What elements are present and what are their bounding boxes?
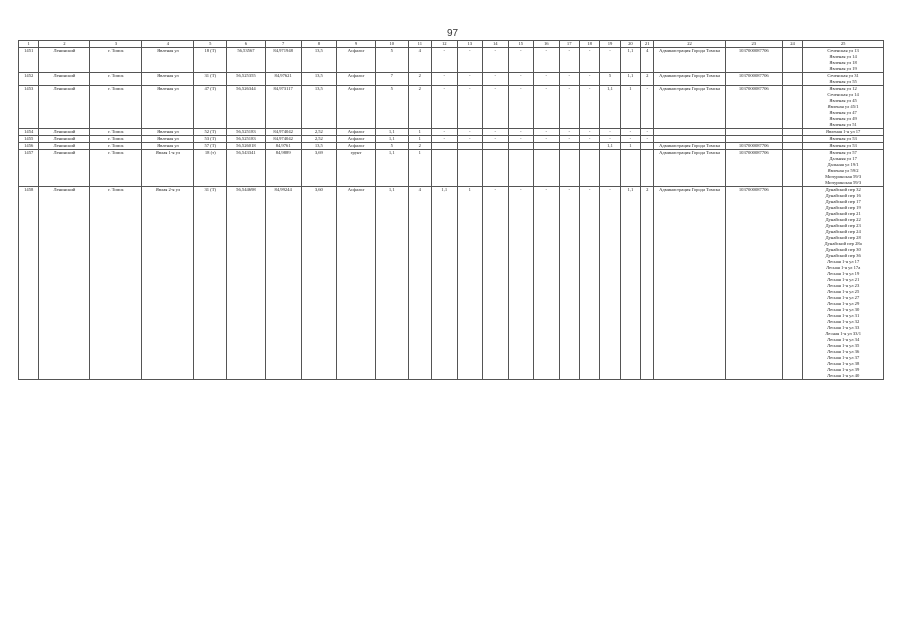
table-row xyxy=(19,73,884,86)
address-line: Явленая ул 53 xyxy=(829,143,857,148)
address-line: Дунайский пер 22 xyxy=(825,217,861,222)
table-cell: - xyxy=(579,129,599,136)
column-header: 20 xyxy=(620,41,640,48)
table-cell: Асфальт xyxy=(337,136,376,143)
address-list-cell xyxy=(803,129,884,136)
table-cell xyxy=(579,143,599,150)
table-cell: г. Томск xyxy=(90,150,142,187)
table-cell: Администрация Города Томска xyxy=(654,143,725,150)
address-line: Дунайский пер 17 xyxy=(825,199,861,204)
table-cell: 1037000087706 xyxy=(725,143,782,150)
table-cell: 1,1 xyxy=(375,187,408,380)
table-cell: 1452 xyxy=(19,73,39,86)
table-cell: 1037000087706 xyxy=(725,150,782,187)
table-cell: - xyxy=(600,136,620,143)
table-cell: 1 xyxy=(457,187,483,380)
table-cell: 56,53567 xyxy=(227,48,266,73)
table-cell: - xyxy=(600,129,620,136)
address-line: Лесная 1-я ул 29 xyxy=(826,301,860,306)
address-line: Лесная 1-я ул 34 xyxy=(826,337,860,342)
address-line: Лесная 1-я ул 30 xyxy=(826,307,860,312)
table-cell: 2 xyxy=(408,73,431,86)
table-cell: 2,52 xyxy=(301,129,337,136)
table-cell: - xyxy=(432,129,458,136)
table-cell xyxy=(432,143,458,150)
address-line: Явленая ул 14 xyxy=(829,54,857,59)
table-cell: - xyxy=(432,136,458,143)
table-cell: 2 xyxy=(641,73,654,86)
column-header: 18 xyxy=(579,41,599,48)
table-cell: 4 xyxy=(408,48,431,73)
table-cell: - xyxy=(579,187,599,380)
table-cell: - xyxy=(600,48,620,73)
table-cell: Ленинский xyxy=(39,86,90,129)
table-cell: 1,1 xyxy=(375,150,408,187)
column-header: 4 xyxy=(142,41,194,48)
address-line: Явленая 1-я ул 17 xyxy=(825,129,861,134)
table-cell: - xyxy=(559,136,579,143)
table-cell: 1457 xyxy=(19,150,39,187)
column-header: 17 xyxy=(559,41,579,48)
address-line: Лесная 1-я ул 21 xyxy=(826,277,860,282)
column-header: 1 xyxy=(19,41,39,48)
table-cell: 1 xyxy=(408,136,431,143)
table-cell: - xyxy=(483,136,509,143)
address-line: Лесная 1-я ул 25 xyxy=(826,289,860,294)
address-line: Лесная 1-я ул 31 xyxy=(826,313,860,318)
address-line: Дунайский пер 24 xyxy=(825,229,861,234)
table-cell xyxy=(579,150,599,187)
address-line: Дунайский пер 28 xyxy=(825,235,861,240)
table-cell xyxy=(508,143,534,150)
table-cell: Ленинский xyxy=(39,136,90,143)
table-cell: 1037000087706 xyxy=(725,187,782,380)
table-cell: Ленинский xyxy=(39,150,90,187)
table-cell xyxy=(782,73,802,86)
address-line: Лесная 1-я ул 33 xyxy=(826,325,860,330)
table-cell: 2 xyxy=(641,187,654,380)
address-list-cell xyxy=(803,143,884,150)
table-cell: 4 xyxy=(641,48,654,73)
table-cell: 1,1 xyxy=(600,86,620,129)
table-cell: 1037000087706 xyxy=(725,73,782,86)
address-line: Явленая ул 45 xyxy=(829,98,857,103)
table-cell: Явленая ул xyxy=(142,73,194,86)
table-cell: Ленинский xyxy=(39,129,90,136)
address-line: Дунайский пер 32 xyxy=(825,187,861,192)
table-cell: 5 xyxy=(375,143,408,150)
table-cell: 56,525355 xyxy=(227,73,266,86)
address-line: Лесная 1-я ул 17 xyxy=(826,259,860,264)
table-cell: 1,1 xyxy=(432,187,458,380)
table-cell xyxy=(725,129,782,136)
table-cell xyxy=(782,48,802,73)
address-line: Явленая ул 19 xyxy=(829,66,857,71)
table-cell: 2 xyxy=(408,143,431,150)
table-body xyxy=(19,48,884,380)
address-line: Явленая ул 51 xyxy=(829,122,857,127)
table-cell: - xyxy=(508,187,534,380)
table-cell: 18 (Т) xyxy=(194,48,227,73)
table-row xyxy=(19,150,884,187)
table-cell: Явленая ул xyxy=(142,86,194,129)
table-cell: - xyxy=(579,86,599,129)
table-cell: 5 xyxy=(375,86,408,129)
address-line: Сеченская ул 31 xyxy=(827,73,859,78)
table-cell: 84,973117 xyxy=(265,86,301,129)
address-line: Лесная 1-я ул 17а xyxy=(825,265,861,270)
table-cell: 57 (Т) xyxy=(194,143,227,150)
table-cell: 31 (Т) xyxy=(194,187,227,380)
table-row xyxy=(19,48,884,73)
column-header: 22 xyxy=(654,41,725,48)
register-table xyxy=(18,40,884,380)
table-cell: Асфальт xyxy=(337,86,376,129)
table-row xyxy=(19,187,884,380)
table-cell: - xyxy=(483,129,509,136)
address-line: Явленая ул 12 xyxy=(829,86,857,91)
address-list-cell xyxy=(803,48,884,73)
table-cell: - xyxy=(534,48,560,73)
table-cell: 13,5 xyxy=(301,143,337,150)
column-header: 10 xyxy=(375,41,408,48)
table-cell: - xyxy=(559,187,579,380)
address-line: Дунайский пер 30 xyxy=(825,247,861,252)
table-cell: Ленинский xyxy=(39,143,90,150)
table-cell: Асфальт xyxy=(337,129,376,136)
table-cell: 56,526344 xyxy=(227,86,266,129)
table-cell: 1,1 xyxy=(375,136,408,143)
table-cell: г. Томск xyxy=(90,136,142,143)
table-cell: - xyxy=(620,129,640,136)
address-line: Лесная 1-я ул 23 xyxy=(826,283,860,288)
address-list-cell xyxy=(803,187,884,380)
table-cell: Администрация Города Томска xyxy=(654,48,725,73)
table-cell xyxy=(782,150,802,187)
table-cell xyxy=(508,150,534,187)
table-cell: Ленинский xyxy=(39,73,90,86)
table-cell: 13,5 xyxy=(301,86,337,129)
table-cell xyxy=(654,129,725,136)
table-cell: 47 (Т) xyxy=(194,86,227,129)
table-cell xyxy=(600,150,620,187)
table-cell: 56,525183 xyxy=(227,136,266,143)
column-header: 8 xyxy=(301,41,337,48)
address-line: Лесная 1-я ул 37 xyxy=(826,355,860,360)
table-cell: - xyxy=(457,73,483,86)
table-cell: 3,60 xyxy=(301,187,337,380)
column-header: 14 xyxy=(483,41,509,48)
table-cell: 31 (Т) xyxy=(194,73,227,86)
table-cell: 13,5 xyxy=(301,73,337,86)
address-line: Дунайский пер 28а xyxy=(824,241,862,246)
table-cell xyxy=(782,86,802,129)
address-line: Лесная 1-я ул 32 xyxy=(826,319,860,324)
table-cell: 2 xyxy=(408,86,431,129)
table-cell: 1,1 xyxy=(600,143,620,150)
table-cell xyxy=(725,136,782,143)
table-cell: 13,5 xyxy=(301,48,337,73)
address-line: Лесная 1-я ул 35 xyxy=(826,343,860,348)
table-cell: 5 xyxy=(600,73,620,86)
table-cell: - xyxy=(508,136,534,143)
column-header-row xyxy=(19,41,884,48)
table-cell: - xyxy=(432,86,458,129)
address-line: Явленая ул 59/2 xyxy=(827,168,859,173)
table-cell: 4 xyxy=(408,187,431,380)
table-cell: - xyxy=(432,48,458,73)
table-cell: - xyxy=(483,48,509,73)
table-cell: 56,544698 xyxy=(227,187,266,380)
table-cell: 2,52 xyxy=(301,136,337,143)
table-cell: - xyxy=(457,136,483,143)
table-cell: г. Томск xyxy=(90,73,142,86)
column-header: 6 xyxy=(227,41,266,48)
table-cell: - xyxy=(508,129,534,136)
table-cell xyxy=(641,150,654,187)
table-cell: Явленая ул xyxy=(142,48,194,73)
column-header: 13 xyxy=(457,41,483,48)
table-cell: г. Томск xyxy=(90,187,142,380)
table-cell: г. Томск xyxy=(90,86,142,129)
table-cell xyxy=(782,143,802,150)
column-header: 2 xyxy=(39,41,90,48)
table-cell: - xyxy=(534,86,560,129)
table-cell: 52 (Т) xyxy=(194,129,227,136)
table-cell: 53 (Т) xyxy=(194,136,227,143)
table-cell: 1456 xyxy=(19,143,39,150)
column-header: 23 xyxy=(725,41,782,48)
table-cell xyxy=(782,187,802,380)
address-line: Явленая ул 57 xyxy=(829,150,857,155)
table-cell: 1,1 xyxy=(620,187,640,380)
table-cell: 1,1 xyxy=(620,73,640,86)
table-cell: - xyxy=(457,129,483,136)
table-cell: г. Томск xyxy=(90,48,142,73)
table-cell: Явленая ул xyxy=(142,143,194,150)
table-cell: - xyxy=(508,73,534,86)
table-cell: - xyxy=(559,86,579,129)
address-line: Явленая ул 47 xyxy=(829,110,857,115)
table-cell: грунт xyxy=(337,150,376,187)
table-cell: 56,543341 xyxy=(227,150,266,187)
table-cell xyxy=(483,150,509,187)
address-line: Мичуринская 59/3 xyxy=(825,174,862,179)
table-cell: - xyxy=(620,136,640,143)
table-cell: Администрация Города Томска xyxy=(654,150,725,187)
table-cell: 1458 xyxy=(19,187,39,380)
table-row xyxy=(19,136,884,143)
table-cell xyxy=(782,136,802,143)
table-cell: - xyxy=(641,136,654,143)
table-cell: - xyxy=(534,136,560,143)
table-row xyxy=(19,86,884,129)
table-cell: 84,974042 xyxy=(265,129,301,136)
table-cell: 7 xyxy=(375,73,408,86)
table-cell xyxy=(534,143,560,150)
table-cell xyxy=(620,150,640,187)
table-cell xyxy=(654,136,725,143)
table-cell: Ленинский xyxy=(39,187,90,380)
table-cell xyxy=(559,143,579,150)
table-cell: 1037000087706 xyxy=(725,86,782,129)
table-cell: Ленинский xyxy=(39,48,90,73)
table-cell: 3,69 xyxy=(301,150,337,187)
table-cell: 84,99244 xyxy=(265,187,301,380)
address-line: Лесная 1-я ул 40 xyxy=(826,373,860,378)
column-header: 9 xyxy=(337,41,376,48)
address-line: Явленая ул 53 xyxy=(829,136,857,141)
table-cell: Асфальт xyxy=(337,187,376,380)
table-cell: - xyxy=(579,73,599,86)
table-cell: 84,9889 xyxy=(265,150,301,187)
address-line: Явленая ул 49 xyxy=(829,116,857,121)
address-line: Мичуринская 59/3 xyxy=(825,180,862,185)
column-header: 16 xyxy=(534,41,560,48)
table-cell: 1 xyxy=(620,143,640,150)
table-cell: - xyxy=(559,73,579,86)
column-header: 5 xyxy=(194,41,227,48)
table-cell: - xyxy=(534,73,560,86)
table-cell: 56,525183 xyxy=(227,129,266,136)
table-cell: 5 xyxy=(375,48,408,73)
table-cell xyxy=(457,150,483,187)
table-cell: 1 xyxy=(620,86,640,129)
column-header: 7 xyxy=(265,41,301,48)
table-cell xyxy=(534,150,560,187)
address-list-cell xyxy=(803,86,884,129)
table-cell: 1037000087706 xyxy=(725,48,782,73)
address-line: Дальняя ул 19/1 xyxy=(827,162,859,167)
table-cell: - xyxy=(534,187,560,380)
address-line: Сеченская ул 13 xyxy=(827,48,859,53)
table-cell xyxy=(559,150,579,187)
table-cell: Асфальт xyxy=(337,143,376,150)
table-cell: 84,9761 xyxy=(265,143,301,150)
table-cell xyxy=(432,150,458,187)
column-header: 15 xyxy=(508,41,534,48)
table-cell: 84,97621 xyxy=(265,73,301,86)
table-cell: 84,971948 xyxy=(265,48,301,73)
address-line: Явленая ул 45/1 xyxy=(827,104,859,109)
table-cell: - xyxy=(579,48,599,73)
page-number: 97 xyxy=(446,28,459,39)
table-cell: - xyxy=(559,129,579,136)
table-cell: г. Томск xyxy=(90,129,142,136)
address-line: Явленая ул 55 xyxy=(829,79,857,84)
table-cell xyxy=(782,129,802,136)
address-list-cell xyxy=(803,136,884,143)
table-cell: - xyxy=(483,73,509,86)
table-cell: - xyxy=(432,73,458,86)
address-line: Лесная 1-я ул 38 xyxy=(826,361,860,366)
table-cell: Асфальт xyxy=(337,48,376,73)
table-cell: - xyxy=(508,48,534,73)
address-line: Дунайский пер 16 xyxy=(825,193,861,198)
table-cell: - xyxy=(457,86,483,129)
table-cell: 1 xyxy=(408,129,431,136)
column-header: 11 xyxy=(408,41,431,48)
address-line: Дунайский пер 19 xyxy=(825,205,861,210)
column-header: 21 xyxy=(641,41,654,48)
table-cell: - xyxy=(534,129,560,136)
table-cell: - xyxy=(483,86,509,129)
address-line: Дальняя ул 17 xyxy=(829,156,857,161)
table-cell: 56,526018 xyxy=(227,143,266,150)
table-cell: Явлая 2-я ул xyxy=(142,187,194,380)
column-header: 12 xyxy=(432,41,458,48)
table-cell: Администрация Города Томска xyxy=(654,187,725,380)
table-cell: 84,974042 xyxy=(265,136,301,143)
table-cell xyxy=(641,143,654,150)
table-row xyxy=(19,143,884,150)
table-cell: Администрация Города Томска xyxy=(654,73,725,86)
column-header: 3 xyxy=(90,41,142,48)
table-cell xyxy=(457,143,483,150)
table-cell: г. Томск xyxy=(90,143,142,150)
address-line: Дунайский пер 36 xyxy=(825,253,861,258)
address-line: Дунайский пер 23 xyxy=(825,223,861,228)
address-line: Лесная 1-я ул 27 xyxy=(826,295,860,300)
table-cell: - xyxy=(457,48,483,73)
table-cell: - xyxy=(600,187,620,380)
column-header: 24 xyxy=(782,41,802,48)
address-list-cell xyxy=(803,150,884,187)
table-cell: Администрация Города Томска xyxy=(654,86,725,129)
table-cell: Явленая ул xyxy=(142,136,194,143)
table-cell: 1451 xyxy=(19,48,39,73)
table-cell: Явленая ул xyxy=(142,129,194,136)
table-cell: - xyxy=(508,86,534,129)
table-cell: 1,1 xyxy=(620,48,640,73)
table-cell: - xyxy=(641,86,654,129)
address-line: Лесная 1-я ул 36 xyxy=(826,349,860,354)
table-cell: - xyxy=(641,129,654,136)
table-cell: 1454 xyxy=(19,129,39,136)
table-cell: 1455 xyxy=(19,136,39,143)
table-cell: 1 xyxy=(408,150,431,187)
table-cell: 18 (т) xyxy=(194,150,227,187)
column-header: 25 xyxy=(803,41,884,48)
table-cell xyxy=(483,143,509,150)
address-line: Дунайский пер 21 xyxy=(825,211,861,216)
address-line: Лесная 1-я ул 33/1 xyxy=(825,331,862,336)
table-cell: 1453 xyxy=(19,86,39,129)
table-cell: Явлая 1-я ул xyxy=(142,150,194,187)
address-line: Сеченская ул 14 xyxy=(827,92,859,97)
table-cell: - xyxy=(559,48,579,73)
table-cell: 1,1 xyxy=(375,129,408,136)
table-cell: - xyxy=(483,187,509,380)
address-list-cell xyxy=(803,73,884,86)
address-line: Лесная 1-я ул 39 xyxy=(826,367,860,372)
column-header: 19 xyxy=(600,41,620,48)
address-line: Лесная 1-я ул 19 xyxy=(826,271,860,276)
address-line: Явленая ул 18 xyxy=(829,60,857,65)
table-cell: Асфальт xyxy=(337,73,376,86)
table-cell: - xyxy=(579,136,599,143)
table-row xyxy=(19,129,884,136)
